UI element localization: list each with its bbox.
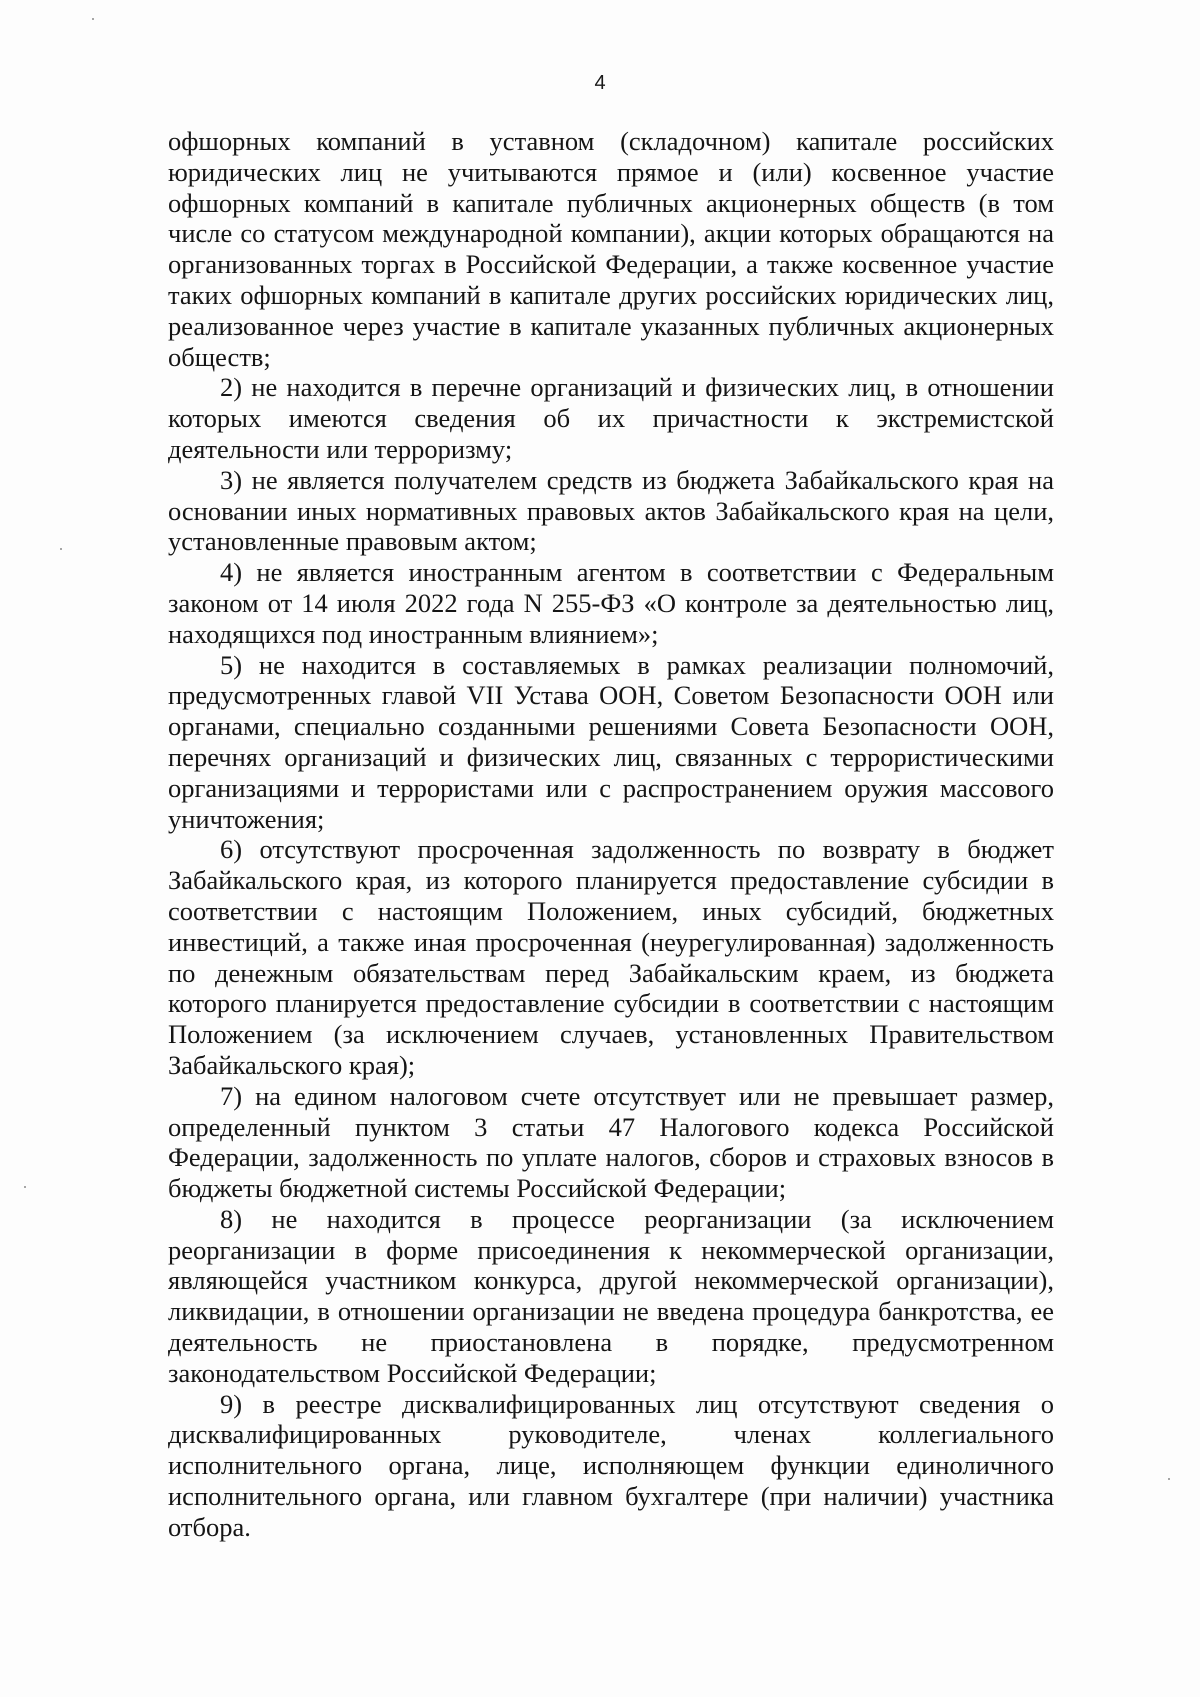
paragraph-item-6: 6) отсутствуют просроченная задолженность по возврату в бюджет Забайкальского края, из которого планируется предоставление субсидии в соответствии с настоящим Положением, иных субсидий, бюджетных инвестиций, а также иная просроченная (неурегулированная) задолженность по денежным обязательствам перед Забайкальским краем, из бюджета которого планируется предоставление субсидии в соответствии с настоящим Положением (за исключением случаев, установленных Правительством Забайкальского края);: [168, 834, 1054, 1080]
page-number: 4: [594, 72, 606, 94]
paragraph-item-8: 8) не находится в процессе реорганизации (за исключением реорганизации в форме присоединения к некоммерческой организации, являющейся участником конкурса, другой некоммерческой организации), ликвидации, в отношении организации не введена процедура банкротства, ее деятельность не приостановлена в порядке, предусмотренном законодательством Российской Федерации;: [168, 1203, 1054, 1388]
paragraph-item-4: 4) не является иностранным агентом в соответствии с Федеральным законом от 14 июля 2022 года N 255-ФЗ «О контроле за деятельностью лиц, находящихся под иностранным влиянием»;: [168, 557, 1054, 649]
scan-speck: [24, 1186, 26, 1188]
paragraph-item-2: 2) не находится в перечне организаций и физических лиц, в отношении которых имеются сведения об их причастности к экстремистской деятельности или терроризму;: [168, 372, 1054, 464]
paragraph-item-3: 3) не является получателем средств из бюджета Забайкальского края на основании иных нормативных правовых актов Забайкальского края на цели, установленные правовым актом;: [168, 464, 1054, 557]
paragraph-item-9: 9) в реестре дисквалифицированных лиц отсутствуют сведения о дисквалифицированных руководителе, членах коллегиального исполнительного органа, лице, исполняющем функции единоличного исполнительного органа, или главном бухгалтере (при наличии) участника отбора.: [168, 1388, 1054, 1542]
document-body: [168, 126, 1054, 1543]
scan-speck: [60, 548, 62, 550]
scan-speck: [1168, 1478, 1170, 1480]
paragraph-item-7: 7) на едином налоговом счете отсутствует или не превышает размер, определенный пунктом 3 статьи 47 Налогового кодекса Российской Федерации, задолженность по уплате налогов, сборов и страховых взносов в бюджеты бюджетной системы Российской Федерации;: [168, 1080, 1054, 1204]
paragraph-item-5: 5) не находится в составляемых в рамках реализации полномочий, предусмотренных главой VII Устава ООН, Советом Безопасности ООН или органами, специально созданными решениями Совета Безопасности ООН, перечнях организаций и физических лиц, связанных с террористическими организациями и террористами или с распространением оружия массового уничтожения;: [168, 649, 1054, 834]
scan-speck: [92, 18, 94, 20]
paragraph-continuation: офшорных компаний в уставном (складочном) капитале российских юридических лиц не учитываются прямое и (или) косвенное участие офшорных компаний в капитале публичных акционерных обществ (в том числе со статусом международной компании), акции которых обращаются на организованных торгах в Российской Федерации, а также косвенное участие таких офшорных компаний в капитале других российских юридических лиц, реализованное через участие в капитале указанных публичных акционерных обществ;: [168, 126, 1054, 372]
